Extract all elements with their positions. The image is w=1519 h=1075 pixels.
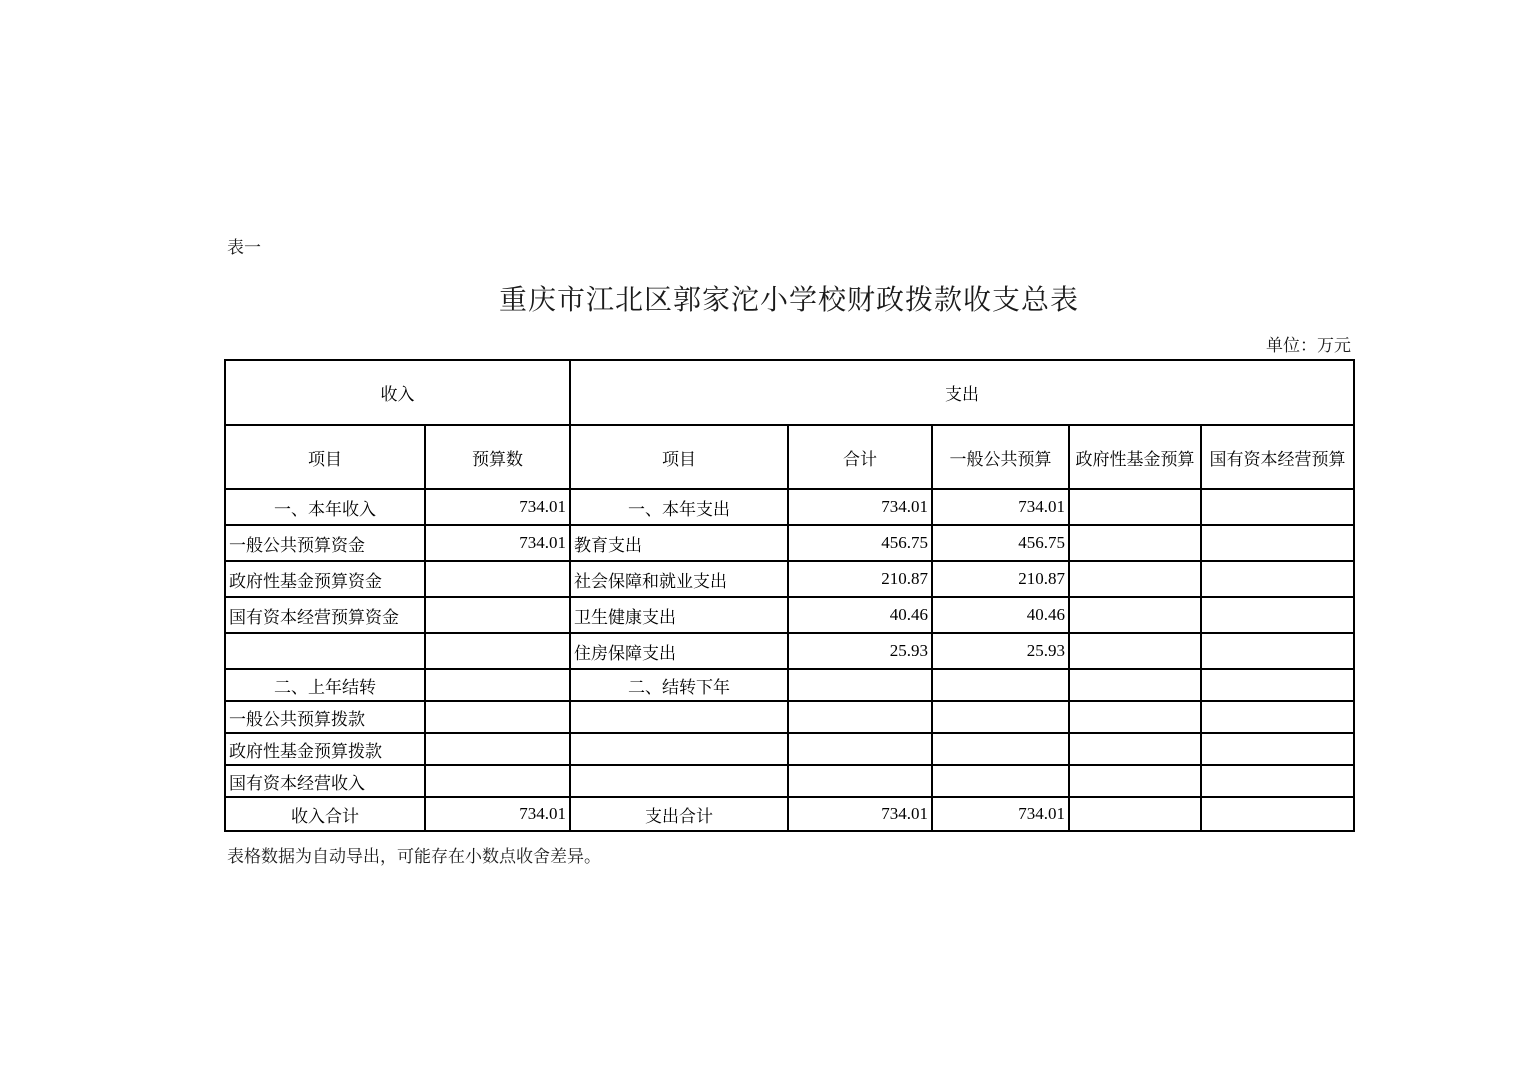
table-column-header-row (225, 425, 1354, 489)
state-capital-budget-cell (1201, 561, 1354, 597)
income-total-label-cell: 收入合计 (225, 797, 425, 831)
gov-fund-budget-cell (1069, 597, 1201, 633)
income-item-cell: 一、本年收入 (225, 489, 425, 525)
expense-item-cell: 一、本年支出 (570, 489, 788, 525)
gov-fund-budget-cell (1069, 633, 1201, 669)
table-row (225, 701, 1354, 733)
total-cell: 25.93 (788, 633, 932, 669)
page-title: 重庆市江北区郭家沱小学校财政拨款收支总表 (498, 285, 1079, 316)
gov-fund-budget-cell (1069, 561, 1201, 597)
gov-fund-budget-cell (1069, 669, 1201, 701)
budget-amount-cell (425, 561, 570, 597)
budget-table (224, 359, 1355, 832)
total-cell: 734.01 (788, 797, 932, 831)
state-capital-budget-cell (1201, 597, 1354, 633)
general-public-budget-cell (932, 733, 1069, 765)
budget-amount-cell (425, 669, 570, 701)
general-public-budget-cell: 734.01 (932, 797, 1069, 831)
expense-item-cell (570, 733, 788, 765)
income-item-cell: 二、上年结转 (225, 669, 425, 701)
column-header-total: 合计 (788, 425, 932, 489)
total-cell: 210.87 (788, 561, 932, 597)
income-item-cell: 一般公共预算资金 (225, 525, 425, 561)
state-capital-budget-cell (1201, 701, 1354, 733)
table-row (225, 633, 1354, 669)
table-group-header-row (225, 360, 1354, 425)
column-header-income-item: 项目 (225, 425, 425, 489)
general-public-budget-cell: 210.87 (932, 561, 1069, 597)
state-capital-budget-cell (1201, 669, 1354, 701)
general-public-budget-cell (932, 701, 1069, 733)
general-public-budget-cell: 456.75 (932, 525, 1069, 561)
table-row (225, 489, 1354, 525)
budget-amount-cell: 734.01 (425, 525, 570, 561)
expense-item-cell: 卫生健康支出 (570, 597, 788, 633)
total-cell (788, 733, 932, 765)
budget-amount-cell: 734.01 (425, 489, 570, 525)
state-capital-budget-cell (1201, 489, 1354, 525)
income-item-cell: 政府性基金预算资金 (225, 561, 425, 597)
table-row (225, 525, 1354, 561)
column-header-state-capital-budget: 国有资本经营预算 (1201, 425, 1354, 489)
table-row (225, 733, 1354, 765)
gov-fund-budget-cell (1069, 701, 1201, 733)
general-public-budget-cell: 40.46 (932, 597, 1069, 633)
budget-amount-cell (425, 701, 570, 733)
gov-fund-budget-cell (1069, 733, 1201, 765)
table-row (225, 669, 1354, 701)
income-item-cell (225, 633, 425, 669)
table-row (225, 597, 1354, 633)
expense-item-cell (570, 701, 788, 733)
budget-amount-cell (425, 733, 570, 765)
general-public-budget-cell (932, 765, 1069, 797)
budget-amount-cell (425, 597, 570, 633)
expense-total-label-cell: 支出合计 (570, 797, 788, 831)
state-capital-budget-cell (1201, 525, 1354, 561)
state-capital-budget-cell (1201, 765, 1354, 797)
table-row (225, 765, 1354, 797)
gov-fund-budget-cell (1069, 489, 1201, 525)
income-item-cell: 一般公共预算拨款 (225, 701, 425, 733)
table-label: 表一 (227, 238, 261, 257)
table-row (225, 561, 1354, 597)
state-capital-budget-cell (1201, 733, 1354, 765)
unit-note: 单位：万元 (1266, 336, 1351, 355)
general-public-budget-cell: 25.93 (932, 633, 1069, 669)
general-public-budget-cell (932, 669, 1069, 701)
total-cell: 456.75 (788, 525, 932, 561)
expense-item-cell: 教育支出 (570, 525, 788, 561)
income-item-cell: 国有资本经营收入 (225, 765, 425, 797)
total-cell: 40.46 (788, 597, 932, 633)
group-header-expenditure: 支出 (570, 360, 1354, 425)
footnote: 表格数据为自动导出，可能存在小数点收舍差异。 (227, 847, 601, 866)
column-header-expense-item: 项目 (570, 425, 788, 489)
total-cell (788, 765, 932, 797)
income-item-cell: 政府性基金预算拨款 (225, 733, 425, 765)
income-item-cell: 国有资本经营预算资金 (225, 597, 425, 633)
total-cell (788, 669, 932, 701)
column-header-general-public-budget: 一般公共预算 (932, 425, 1069, 489)
gov-fund-budget-cell (1069, 797, 1201, 831)
expense-item-cell: 二、结转下年 (570, 669, 788, 701)
expense-item-cell (570, 765, 788, 797)
total-cell: 734.01 (788, 489, 932, 525)
group-header-income: 收入 (225, 360, 570, 425)
table-total-row (225, 797, 1354, 831)
column-header-gov-fund-budget: 政府性基金预算 (1069, 425, 1201, 489)
budget-amount-cell: 734.01 (425, 797, 570, 831)
budget-amount-cell (425, 765, 570, 797)
gov-fund-budget-cell (1069, 525, 1201, 561)
expense-item-cell: 住房保障支出 (570, 633, 788, 669)
state-capital-budget-cell (1201, 797, 1354, 831)
total-cell (788, 701, 932, 733)
expense-item-cell: 社会保障和就业支出 (570, 561, 788, 597)
budget-amount-cell (425, 633, 570, 669)
gov-fund-budget-cell (1069, 765, 1201, 797)
general-public-budget-cell: 734.01 (932, 489, 1069, 525)
state-capital-budget-cell (1201, 633, 1354, 669)
column-header-budget-amount: 预算数 (425, 425, 570, 489)
